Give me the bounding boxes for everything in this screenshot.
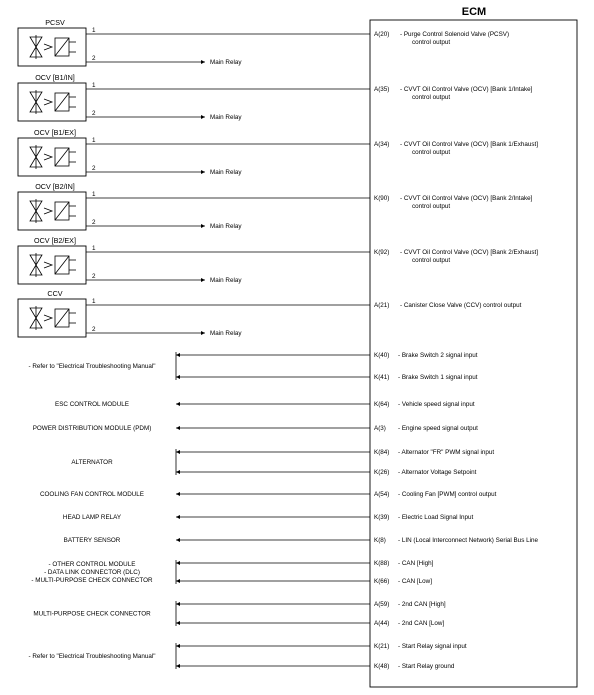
device-label: HEAD LAMP RELAY [62, 514, 122, 521]
ecm-pin-desc: - CVVT Oil Control Valve (OCV) [Bank 1/Intake] [400, 86, 533, 93]
ecm-pin-desc-2: control output [412, 203, 451, 210]
component-title: OCV [B2/EX] [34, 236, 76, 245]
device-label: - Refer to "Electrical Troubleshooting Manual" [28, 653, 156, 660]
pin1-label: 1 [92, 137, 96, 144]
ecm-pin-desc: - CVVT Oil Control Valve (OCV) [Bank 2/Exhaust] [400, 249, 538, 256]
ecm-pin-label: A(20) [374, 31, 390, 38]
ecm-pin-desc: - CAN [High] [398, 560, 434, 567]
ecm-pin-desc: - Brake Switch 2 signal input [398, 352, 478, 359]
ecm-pin-label: A(59) [374, 601, 390, 608]
pin1-label: 1 [92, 298, 96, 305]
pin1-label: 1 [92, 82, 96, 89]
ecm-pin-label: A(44) [374, 620, 390, 627]
pin1-label: 1 [92, 245, 96, 252]
signal-row [176, 449, 494, 456]
signal-group-4 [40, 491, 497, 498]
device-label: MULTI-PURPOSE CHECK CONNECTOR [33, 610, 151, 618]
signal-group-6 [64, 537, 539, 544]
ecm-pin-desc: - Vehicle speed signal input [398, 401, 475, 408]
ecm-pin-label: K(41) [374, 374, 390, 381]
ecm-pin-desc-2: control output [412, 39, 451, 46]
signal-row [176, 514, 474, 521]
ecm-pin-desc-2: control output [412, 94, 451, 101]
device-label: ALTERNATOR [71, 459, 113, 466]
ecm-pin-label: K(8) [374, 537, 386, 544]
component-title: OCV [B2/IN] [35, 182, 75, 191]
ecm-pin-desc: - Brake Switch 1 signal input [398, 374, 478, 381]
signal-row [176, 374, 478, 381]
component-title: PCSV [45, 18, 65, 27]
ecm-pin-label: A(34) [374, 141, 390, 148]
device-label: - OTHER CONTROL MODULE [48, 561, 136, 568]
ecm-pin-label: K(26) [374, 469, 390, 476]
ecm-pin-desc: - Purge Control Solenoid Valve (PCSV) [400, 31, 510, 38]
signal-row [176, 491, 497, 498]
ecm-pin-desc: - Start Relay signal input [398, 643, 467, 650]
ecm-pin-label: A(3) [374, 425, 386, 432]
main-relay-label: Main Relay [210, 114, 242, 121]
ecm-pin-label: K(48) [374, 663, 390, 670]
ecm-pin-label: K(90) [374, 195, 390, 202]
signal-group-1 [55, 401, 475, 408]
pin2-label: 2 [92, 273, 96, 280]
pin2-label: 2 [92, 110, 96, 117]
pin1-label: 1 [92, 27, 96, 34]
component-title: CCV [47, 289, 63, 298]
ecm-pin-label: K(66) [374, 578, 390, 585]
signal-group-2 [33, 425, 478, 432]
device-label: ESC CONTROL MODULE [55, 401, 129, 408]
main-relay-label: Main Relay [210, 277, 242, 284]
ecm-pin-label: A(54) [374, 491, 390, 498]
ecm-pin-desc: - Start Relay ground [398, 663, 455, 670]
component-title: OCV [B1/IN] [35, 73, 75, 82]
ecm-pin-desc-2: control output [412, 149, 451, 156]
ecm-pin-desc: - 2nd CAN [Low] [398, 620, 445, 627]
ecm-pin-desc: - Cooling Fan [PWM] control output [398, 491, 497, 498]
ecm-pin-desc: - Electric Load Signal Input [398, 514, 474, 521]
device-label: - MULTI-PURPOSE CHECK CONNECTOR [31, 577, 153, 584]
main-relay-label: Main Relay [210, 330, 242, 337]
signal-row [176, 401, 475, 408]
ecm-pin-label: K(40) [374, 352, 390, 359]
ecm-pin-label: A(35) [374, 86, 390, 93]
ecm-pin-desc: - Canister Close Valve (CCV) control output [400, 302, 522, 309]
ecm-pin-desc: - LIN (Local Interconnect Network) Serial Bus Line [398, 537, 538, 544]
main-relay-label: Main Relay [210, 169, 242, 176]
main-relay-label: Main Relay [210, 223, 242, 230]
signal-row [176, 352, 478, 359]
ecm-pin-label: K(92) [374, 249, 390, 256]
device-label: COOLING FAN CONTROL MODULE [39, 491, 145, 498]
component-title: OCV [B1/EX] [34, 128, 76, 137]
signal-row [176, 537, 538, 544]
ecm-pin-desc: - CVVT Oil Control Valve (OCV) [Bank 2/Intake] [400, 195, 533, 202]
ecm-pin-desc: - Alternator "FR" PWM signal input [398, 449, 495, 456]
pin1-label: 1 [92, 191, 96, 198]
ecm-pin-label: K(64) [374, 401, 390, 408]
signal-row [176, 469, 477, 476]
ecm-pin-desc: - Engine speed signal output [398, 425, 478, 432]
signal-row [176, 620, 444, 627]
device-label: POWER DISTRIBUTION MODULE (PDM) [32, 425, 152, 432]
signal-row [176, 663, 455, 670]
signal-row [176, 643, 467, 650]
pin2-label: 2 [92, 326, 96, 333]
signal-row [176, 601, 446, 608]
ecm-pin-label: A(21) [374, 302, 390, 309]
main-relay-label: Main Relay [210, 59, 242, 66]
signal-group-5 [63, 514, 474, 521]
ecm-pin-label: K(39) [374, 514, 390, 521]
device-label: - DATA LINK CONNECTOR (DLC) [44, 569, 140, 576]
device-label: BATTERY SENSOR [63, 537, 121, 544]
ecm-pin-label: K(88) [374, 560, 390, 567]
device-label: - Refer to "Electrical Troubleshooting Manual" [28, 363, 156, 370]
ecm-pin-desc: - Alternator Voltage Setpoint [398, 469, 477, 476]
ecm-pin-label: K(84) [374, 449, 390, 456]
pin2-label: 2 [92, 165, 96, 172]
ecm-pin-desc-2: control output [412, 257, 451, 264]
ecm-pin-desc: - 2nd CAN [High] [398, 601, 446, 608]
ecm-pin-desc: - CAN [Low] [398, 578, 432, 585]
pin2-label: 2 [92, 55, 96, 62]
pin2-label: 2 [92, 219, 96, 226]
signal-row [176, 425, 478, 432]
ecm-pin-desc: - CVVT Oil Control Valve (OCV) [Bank 1/Exhaust] [400, 141, 538, 148]
ecm-pin-label: K(21) [374, 643, 390, 650]
ecm-title: ECM [461, 6, 487, 18]
